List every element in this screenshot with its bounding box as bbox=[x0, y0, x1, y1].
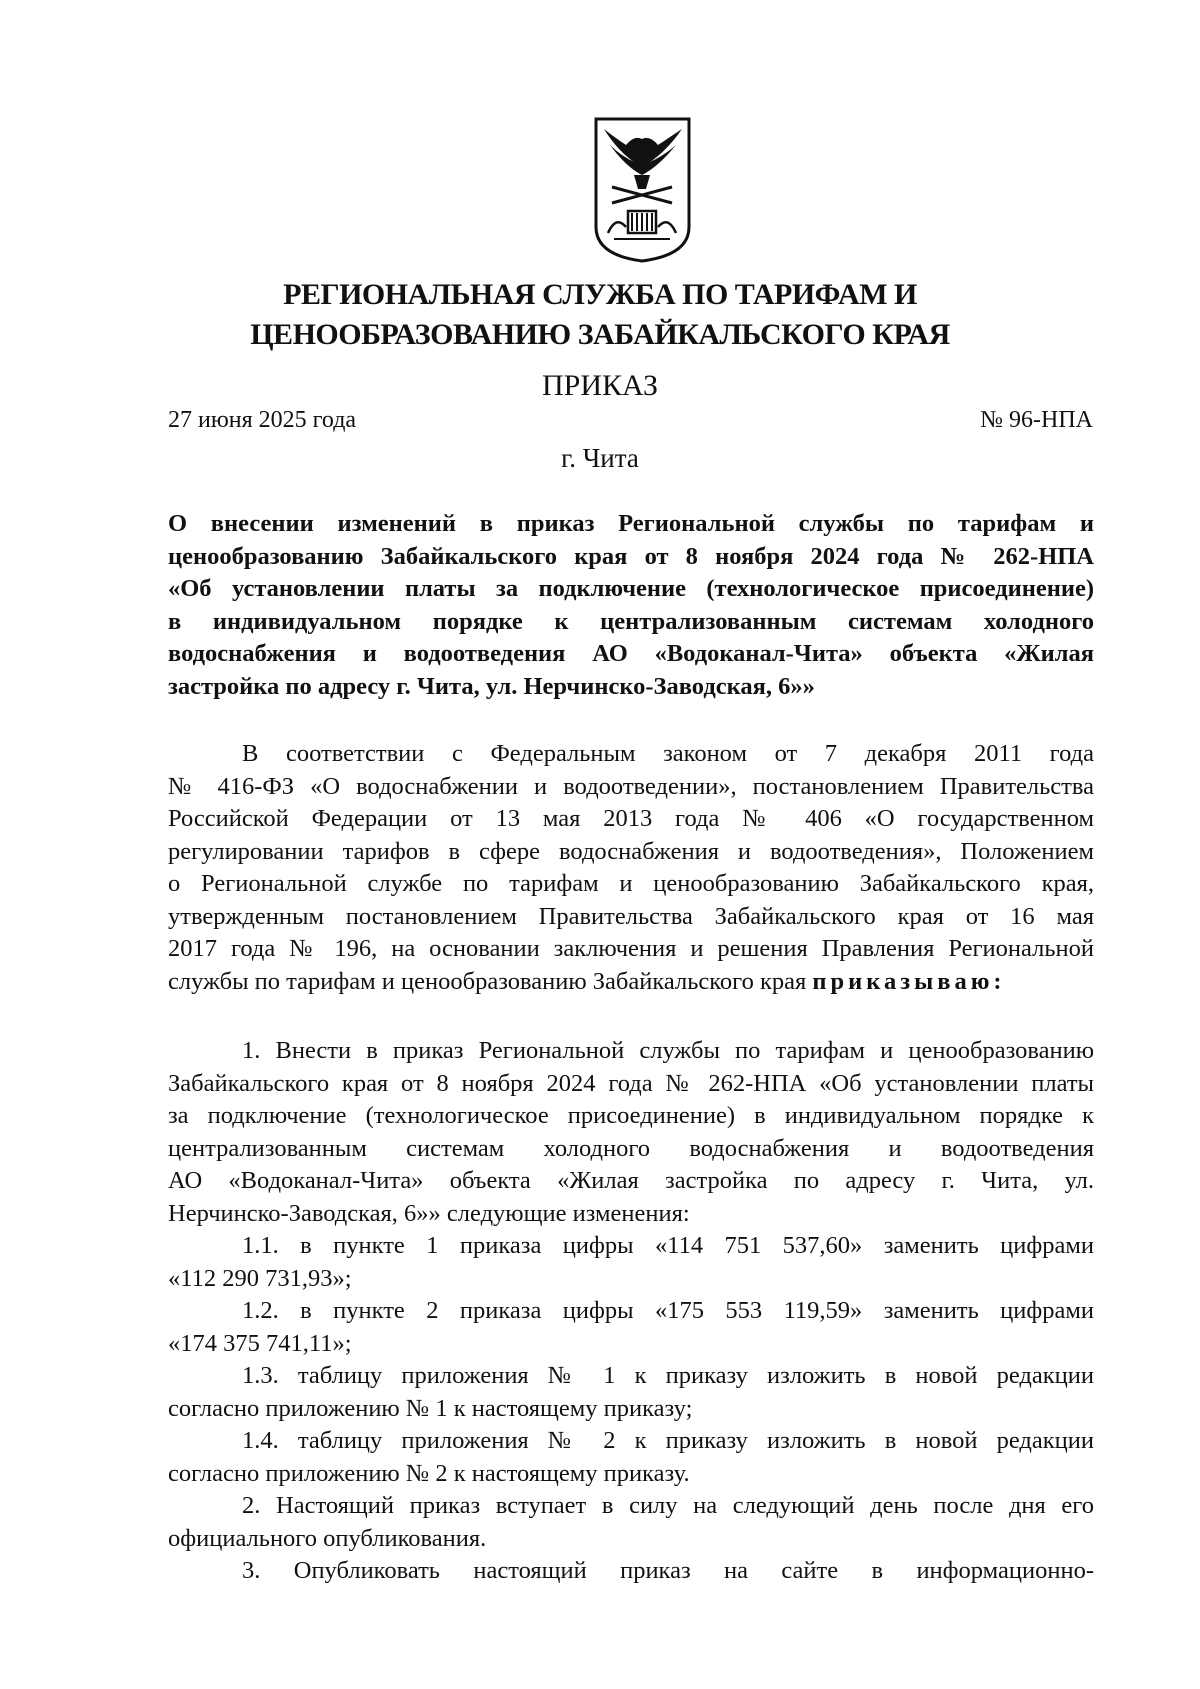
subject-line: в индивидуальном порядке к централизованным системам холодного bbox=[168, 607, 1094, 635]
item-1-1-line: «112 290 731,93»; bbox=[168, 1264, 352, 1292]
order-items bbox=[168, 1035, 1094, 1588]
preamble-line: службы по тарифам и ценообразованию Забайкальского края bbox=[168, 967, 807, 995]
subject-line: застройка по адресу г. Чита, ул. Нерчинско-Заводская, 6»» bbox=[168, 672, 815, 700]
item-3-line: 3. Опубликовать настоящий приказ на сайте в информационно- bbox=[242, 1557, 1094, 1584]
preamble-line: 2017 года № 196, на основании заключения и решения Правления Региональной bbox=[168, 935, 1094, 962]
organization-name bbox=[150, 275, 1050, 355]
item-1-1-line: 1.1. в пункте 1 приказа цифры «114 751 537,60» заменить цифрами bbox=[242, 1232, 1094, 1259]
org-line-1: РЕГИОНАЛЬНАЯ СЛУЖБА ПО ТАРИФАМ И bbox=[283, 278, 917, 311]
coat-of-arms-emblem bbox=[590, 115, 695, 263]
preamble-line: утвержденным постановлением Правительства Забайкальского края от 16 мая bbox=[168, 902, 1094, 930]
document-type: ПРИКАЗ bbox=[542, 369, 658, 402]
item-1-line: централизованным системам холодного водоснабжения и водоотведения bbox=[168, 1134, 1094, 1162]
preamble-line-last bbox=[168, 966, 1094, 999]
preamble-line: № 416-ФЗ «О водоснабжении и водоотведении», постановлением Правительства bbox=[168, 772, 1094, 800]
item-1-4-line: согласно приложению № 2 к настоящему приказу. bbox=[168, 1459, 690, 1487]
document-number: № 96-НПА bbox=[980, 407, 1093, 433]
item-1-line: Забайкальского края от 8 ноября 2024 года № 262-НПА «Об установлении платы bbox=[168, 1069, 1094, 1097]
item-1-2-line: 1.2. в пункте 2 приказа цифры «175 553 119,59» заменить цифрами bbox=[242, 1297, 1094, 1324]
item-1-2-line: «174 375 741,11»; bbox=[168, 1329, 352, 1357]
item-1-line: за подключение (технологическое присоединение) в индивидуальном порядке к bbox=[168, 1102, 1094, 1129]
preamble-paragraph bbox=[168, 738, 1094, 998]
preamble-line: регулировании тарифов в сфере водоснабжения и водоотведения», Положением bbox=[168, 837, 1094, 865]
document-date: 27 июня 2025 года bbox=[168, 407, 357, 433]
preamble-line: о Региональной службе по тарифам и ценообразованию Забайкальского края, bbox=[168, 870, 1094, 897]
item-1-3-line: согласно приложению № 1 к настоящему приказу; bbox=[168, 1394, 693, 1422]
item-1-line: 1. Внести в приказ Региональной службы по тарифам и ценообразованию bbox=[242, 1037, 1094, 1064]
item-1-3-line: 1.3. таблицу приложения № 1 к приказу изложить в новой редакции bbox=[242, 1362, 1094, 1389]
item-1-line: Нерчинско-Заводская, 6»» следующие изменения: bbox=[168, 1199, 690, 1227]
subject-line: водоснабжения и водоотведения АО «Водоканал-Чита» объекта «Жилая bbox=[168, 640, 1094, 667]
subject-line: «Об установлении платы за подключение (технологическое присоединение) bbox=[168, 575, 1094, 602]
preamble-line: Российской Федерации от 13 мая 2013 года № 406 «О государственном bbox=[168, 805, 1094, 832]
order-subject bbox=[168, 508, 1094, 703]
decree-word: приказываю: bbox=[812, 967, 1006, 995]
item-2-line: 2. Настоящий приказ вступает в силу на следующий день после дня его bbox=[242, 1492, 1094, 1519]
preamble-line: В соответствии с Федеральным законом от 7 декабря 2011 года bbox=[242, 740, 1094, 767]
subject-line: О внесении изменений в приказ Региональной службы по тарифам и bbox=[168, 510, 1094, 537]
item-2-line: официального опубликования. bbox=[168, 1524, 487, 1552]
item-1-4-line: 1.4. таблицу приложения № 2 к приказу изложить в новой редакции bbox=[242, 1427, 1094, 1454]
item-1-line: АО «Водоканал-Чита» объекта «Жилая застройка по адресу г. Чита, ул. bbox=[168, 1167, 1094, 1194]
subject-line: ценообразованию Забайкальского края от 8 ноября 2024 года № 262-НПА bbox=[168, 542, 1094, 570]
org-line-2: ЦЕНООБРАЗОВАНИЮ ЗАБАЙКАЛЬСКОГО КРАЯ bbox=[250, 318, 950, 351]
document-city: г. Чита bbox=[561, 443, 639, 473]
